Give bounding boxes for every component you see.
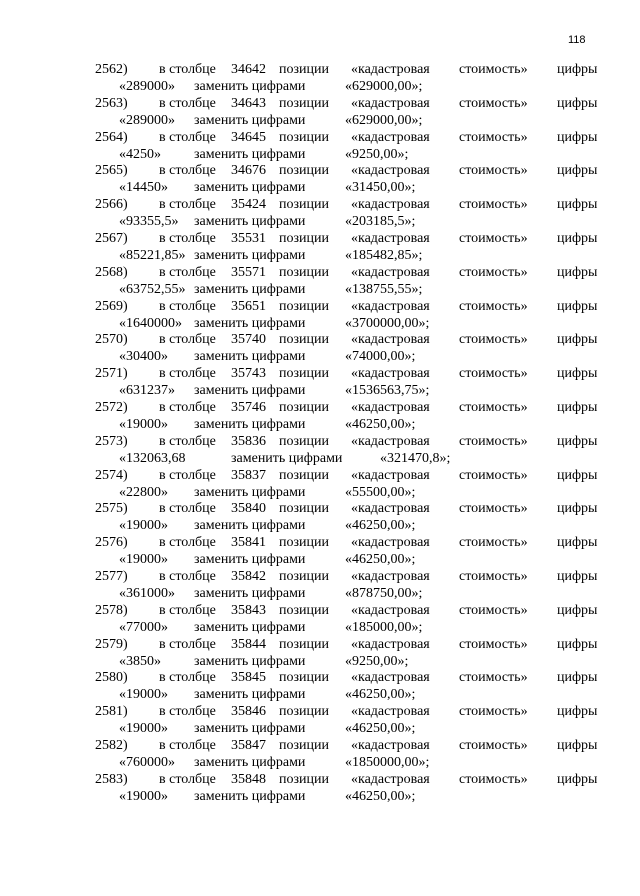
new-value: «629000,00»; xyxy=(345,79,423,94)
amendment-item xyxy=(0,568,640,602)
replace-phrase: заменить цифрами xyxy=(194,112,306,128)
old-value: «289000» xyxy=(119,79,175,94)
amendment-item xyxy=(0,331,640,365)
cadastral-word: «кадастровая xyxy=(351,62,430,77)
item-number: 2573) xyxy=(95,433,128,449)
digits-word: цифры xyxy=(557,366,598,382)
position-word: позиции xyxy=(279,62,329,77)
new-value: «185000,00»; xyxy=(345,619,423,635)
item-number: 2571) xyxy=(95,366,128,382)
new-value: «138755,55»; xyxy=(345,281,423,297)
replace-phrase: заменить цифрами xyxy=(194,349,306,365)
position-code: 34643 xyxy=(231,95,266,111)
position-code: 35843 xyxy=(231,602,266,618)
column-phrase: в столбце xyxy=(159,636,216,652)
position-code: 35845 xyxy=(231,670,266,686)
amendment-item xyxy=(0,95,640,129)
cost-word: стоимость» xyxy=(459,433,528,449)
page-number: 118 xyxy=(568,34,586,46)
digits-word: цифры xyxy=(557,737,598,753)
replace-phrase: заменить цифрами xyxy=(194,687,306,703)
cost-word: стоимость» xyxy=(459,230,528,246)
column-phrase: в столбце xyxy=(159,129,216,145)
cadastral-word: «кадастровая xyxy=(351,197,430,213)
cost-word: стоимость» xyxy=(459,95,528,111)
digits-word: цифры xyxy=(557,467,598,483)
cost-word: стоимость» xyxy=(459,501,528,517)
position-word: позиции xyxy=(279,366,329,382)
replace-phrase: заменить цифрами xyxy=(194,180,306,196)
amendment-item xyxy=(0,365,640,399)
replace-phrase: заменить цифрами xyxy=(194,383,306,399)
old-value: «19000» xyxy=(119,518,168,534)
amendment-item xyxy=(0,737,640,771)
item-number: 2577) xyxy=(95,568,128,584)
column-phrase: в столбце xyxy=(159,433,216,449)
item-number: 2578) xyxy=(95,602,128,618)
position-word: позиции xyxy=(279,332,329,348)
item-number: 2579) xyxy=(95,636,128,652)
amendment-item xyxy=(0,771,640,805)
amendment-item xyxy=(0,467,640,501)
replace-phrase: заменить цифрами xyxy=(194,754,306,770)
cost-word: стоимость» xyxy=(459,535,528,551)
column-phrase: в столбце xyxy=(159,298,216,314)
position-word: позиции xyxy=(279,230,329,246)
old-value: «93355,5» xyxy=(119,214,179,230)
amendment-list xyxy=(0,61,640,805)
column-phrase: в столбце xyxy=(159,737,216,753)
replace-phrase: заменить цифрами xyxy=(194,552,306,568)
digits-word: цифры xyxy=(557,129,598,145)
cost-word: стоимость» xyxy=(459,602,528,618)
digits-word: цифры xyxy=(557,501,598,517)
old-value: «14450» xyxy=(119,180,168,196)
cadastral-word: «кадастровая xyxy=(351,366,430,382)
digits-word: цифры xyxy=(557,163,598,179)
column-phrase: в столбце xyxy=(159,230,216,246)
new-value: «74000,00»; xyxy=(345,349,416,365)
position-code: 35746 xyxy=(231,399,266,415)
digits-word: цифры xyxy=(557,399,598,415)
cadastral-word: «кадастровая xyxy=(351,95,430,111)
column-phrase: в столбце xyxy=(159,771,216,787)
cost-word: стоимость» xyxy=(459,670,528,686)
item-number: 2570) xyxy=(95,332,128,348)
position-code: 35848 xyxy=(231,771,266,787)
digits-word: цифры xyxy=(557,332,598,348)
old-value: «19000» xyxy=(119,687,168,703)
position-word: позиции xyxy=(279,636,329,652)
old-value: «3850» xyxy=(119,653,161,669)
position-code: 35841 xyxy=(231,535,266,551)
position-word: позиции xyxy=(279,568,329,584)
position-word: позиции xyxy=(279,670,329,686)
old-value: «30400» xyxy=(119,349,168,365)
new-value: «1536563,75»; xyxy=(345,383,430,399)
cadastral-word: «кадастровая xyxy=(351,230,430,246)
cadastral-word: «кадастровая xyxy=(351,535,430,551)
amendment-item xyxy=(0,602,640,636)
old-value: «19000» xyxy=(119,721,168,737)
position-word: позиции xyxy=(279,737,329,753)
digits-word: цифры xyxy=(557,771,598,787)
new-value: «9250,00»; xyxy=(345,146,409,162)
old-value: «19000» xyxy=(119,788,168,804)
amendment-item xyxy=(0,534,640,568)
position-word: позиции xyxy=(279,298,329,314)
column-phrase: в столбце xyxy=(159,197,216,213)
cost-word: стоимость» xyxy=(459,163,528,179)
position-code: 35531 xyxy=(231,230,266,246)
amendment-item xyxy=(0,162,640,196)
digits-word: цифры xyxy=(557,602,598,618)
cost-word: стоимость» xyxy=(459,264,528,280)
position-code: 35842 xyxy=(231,568,266,584)
replace-phrase: заменить цифрами xyxy=(194,146,306,162)
position-word: позиции xyxy=(279,771,329,787)
old-value: «361000» xyxy=(119,585,175,601)
position-word: позиции xyxy=(279,467,329,483)
position-code: 34676 xyxy=(231,163,266,179)
replace-phrase: заменить цифрами xyxy=(194,721,306,737)
new-value: «55500,00»; xyxy=(345,484,416,500)
column-phrase: в столбце xyxy=(159,95,216,111)
cost-word: стоимость» xyxy=(459,298,528,314)
cost-word: стоимость» xyxy=(459,636,528,652)
amendment-item xyxy=(0,230,640,264)
item-number: 2583) xyxy=(95,771,128,787)
item-number: 2566) xyxy=(95,197,128,213)
new-value: «46250,00»; xyxy=(345,687,416,703)
old-value: «85221,85» xyxy=(119,247,186,263)
column-phrase: в столбце xyxy=(159,332,216,348)
old-value: «19000» xyxy=(119,416,168,432)
new-value: «629000,00»; xyxy=(345,112,423,128)
position-code: 34645 xyxy=(231,129,266,145)
digits-word: цифры xyxy=(557,568,598,584)
replace-phrase: заменить цифрами xyxy=(194,788,306,804)
cost-word: стоимость» xyxy=(459,704,528,720)
position-word: позиции xyxy=(279,163,329,179)
old-value: «132063,68 xyxy=(119,450,186,466)
item-number: 2567) xyxy=(95,230,128,246)
amendment-item xyxy=(0,636,640,670)
digits-word: цифры xyxy=(557,230,598,246)
item-number: 2575) xyxy=(95,501,128,517)
column-phrase: в столбце xyxy=(159,467,216,483)
cadastral-word: «кадастровая xyxy=(351,433,430,449)
position-code: 34642 xyxy=(231,62,266,77)
position-word: позиции xyxy=(279,501,329,517)
position-word: позиции xyxy=(279,535,329,551)
position-code: 35836 xyxy=(231,433,266,449)
position-code: 35740 xyxy=(231,332,266,348)
column-phrase: в столбце xyxy=(159,602,216,618)
position-word: позиции xyxy=(279,129,329,145)
old-value: «631237» xyxy=(119,383,175,399)
new-value: «46250,00»; xyxy=(345,721,416,737)
cost-word: стоимость» xyxy=(459,332,528,348)
old-value: «760000» xyxy=(119,754,175,770)
new-value: «9250,00»; xyxy=(345,653,409,669)
column-phrase: в столбце xyxy=(159,670,216,686)
new-value: «1850000,00»; xyxy=(345,754,430,770)
position-code: 35837 xyxy=(231,467,266,483)
column-phrase: в столбце xyxy=(159,501,216,517)
old-value: «1640000» xyxy=(119,315,182,331)
new-value: «46250,00»; xyxy=(345,788,416,804)
cadastral-word: «кадастровая xyxy=(351,704,430,720)
replace-phrase: заменить цифрами xyxy=(194,315,306,331)
amendment-item xyxy=(0,196,640,230)
new-value: «185482,85»; xyxy=(345,247,423,263)
replace-phrase: заменить цифрами xyxy=(194,619,306,635)
amendment-item xyxy=(0,61,640,95)
position-word: позиции xyxy=(279,433,329,449)
new-value: «46250,00»; xyxy=(345,518,416,534)
position-code: 35651 xyxy=(231,298,266,314)
cadastral-word: «кадастровая xyxy=(351,298,430,314)
position-word: позиции xyxy=(279,197,329,213)
column-phrase: в столбце xyxy=(159,366,216,382)
replace-phrase: заменить цифрами xyxy=(194,518,306,534)
digits-word: цифры xyxy=(557,535,598,551)
cadastral-word: «кадастровая xyxy=(351,467,430,483)
old-value: «63752,55» xyxy=(119,281,186,297)
cadastral-word: «кадастровая xyxy=(351,399,430,415)
replace-phrase: заменить цифрами xyxy=(194,416,306,432)
digits-word: цифры xyxy=(557,197,598,213)
digits-word: цифры xyxy=(557,670,598,686)
item-number: 2562) xyxy=(95,62,128,77)
new-value: «203185,5»; xyxy=(345,214,416,230)
column-phrase: в столбце xyxy=(159,568,216,584)
digits-word: цифры xyxy=(557,433,598,449)
position-word: позиции xyxy=(279,399,329,415)
old-value: «4250» xyxy=(119,146,161,162)
position-code: 35571 xyxy=(231,264,266,280)
item-number: 2581) xyxy=(95,704,128,720)
replace-phrase: заменить цифрами xyxy=(194,79,306,94)
cadastral-word: «кадастровая xyxy=(351,636,430,652)
item-number: 2569) xyxy=(95,298,128,314)
column-phrase: в столбце xyxy=(159,535,216,551)
item-number: 2572) xyxy=(95,399,128,415)
amendment-item xyxy=(0,298,640,332)
item-number: 2580) xyxy=(95,670,128,686)
cadastral-word: «кадастровая xyxy=(351,771,430,787)
new-value: «878750,00»; xyxy=(345,585,423,601)
old-value: «19000» xyxy=(119,552,168,568)
position-code: 35743 xyxy=(231,366,266,382)
cadastral-word: «кадастровая xyxy=(351,501,430,517)
position-word: позиции xyxy=(279,602,329,618)
old-value: «289000» xyxy=(119,112,175,128)
cost-word: стоимость» xyxy=(459,366,528,382)
item-number: 2574) xyxy=(95,467,128,483)
cadastral-word: «кадастровая xyxy=(351,602,430,618)
column-phrase: в столбце xyxy=(159,399,216,415)
cost-word: стоимость» xyxy=(459,129,528,145)
cadastral-word: «кадастровая xyxy=(351,264,430,280)
position-word: позиции xyxy=(279,95,329,111)
column-phrase: в столбце xyxy=(159,163,216,179)
item-number: 2565) xyxy=(95,163,128,179)
replace-phrase: заменить цифрами xyxy=(231,450,343,466)
digits-word: цифры xyxy=(557,704,598,720)
cadastral-word: «кадастровая xyxy=(351,670,430,686)
column-phrase: в столбце xyxy=(159,704,216,720)
cost-word: стоимость» xyxy=(459,399,528,415)
item-number: 2563) xyxy=(95,95,128,111)
cadastral-word: «кадастровая xyxy=(351,163,430,179)
amendment-item xyxy=(0,669,640,703)
position-code: 35424 xyxy=(231,197,266,213)
replace-phrase: заменить цифрами xyxy=(194,247,306,263)
amendment-item xyxy=(0,433,640,467)
item-number: 2582) xyxy=(95,737,128,753)
cost-word: стоимость» xyxy=(459,197,528,213)
cadastral-word: «кадастровая xyxy=(351,332,430,348)
cost-word: стоимость» xyxy=(459,467,528,483)
position-word: позиции xyxy=(279,264,329,280)
amendment-item xyxy=(0,264,640,298)
digits-word: цифры xyxy=(557,95,598,111)
cadastral-word: «кадастровая xyxy=(351,737,430,753)
position-code: 35844 xyxy=(231,636,266,652)
position-word: позиции xyxy=(279,704,329,720)
cost-word: стоимость» xyxy=(459,62,528,77)
new-value: «31450,00»; xyxy=(345,180,416,196)
replace-phrase: заменить цифрами xyxy=(194,484,306,500)
old-value: «77000» xyxy=(119,619,168,635)
amendment-item xyxy=(0,703,640,737)
replace-phrase: заменить цифрами xyxy=(194,281,306,297)
cost-word: стоимость» xyxy=(459,771,528,787)
item-number: 2564) xyxy=(95,129,128,145)
cadastral-word: «кадастровая xyxy=(351,129,430,145)
column-phrase: в столбце xyxy=(159,62,216,77)
new-value: «46250,00»; xyxy=(345,552,416,568)
replace-phrase: заменить цифрами xyxy=(194,214,306,230)
new-value: «46250,00»; xyxy=(345,416,416,432)
amendment-item xyxy=(0,399,640,433)
digits-word: цифры xyxy=(557,62,598,77)
new-value: «321470,8»; xyxy=(380,450,451,466)
cost-word: стоимость» xyxy=(459,737,528,753)
digits-word: цифры xyxy=(557,636,598,652)
position-code: 35846 xyxy=(231,704,266,720)
digits-word: цифры xyxy=(557,298,598,314)
digits-word: цифры xyxy=(557,264,598,280)
cost-word: стоимость» xyxy=(459,568,528,584)
item-number: 2576) xyxy=(95,535,128,551)
position-code: 35840 xyxy=(231,501,266,517)
position-code: 35847 xyxy=(231,737,266,753)
amendment-item xyxy=(0,500,640,534)
column-phrase: в столбце xyxy=(159,264,216,280)
new-value: «3700000,00»; xyxy=(345,315,430,331)
cadastral-word: «кадастровая xyxy=(351,568,430,584)
old-value: «22800» xyxy=(119,484,168,500)
amendment-item xyxy=(0,129,640,163)
item-number: 2568) xyxy=(95,264,128,280)
replace-phrase: заменить цифрами xyxy=(194,585,306,601)
replace-phrase: заменить цифрами xyxy=(194,653,306,669)
